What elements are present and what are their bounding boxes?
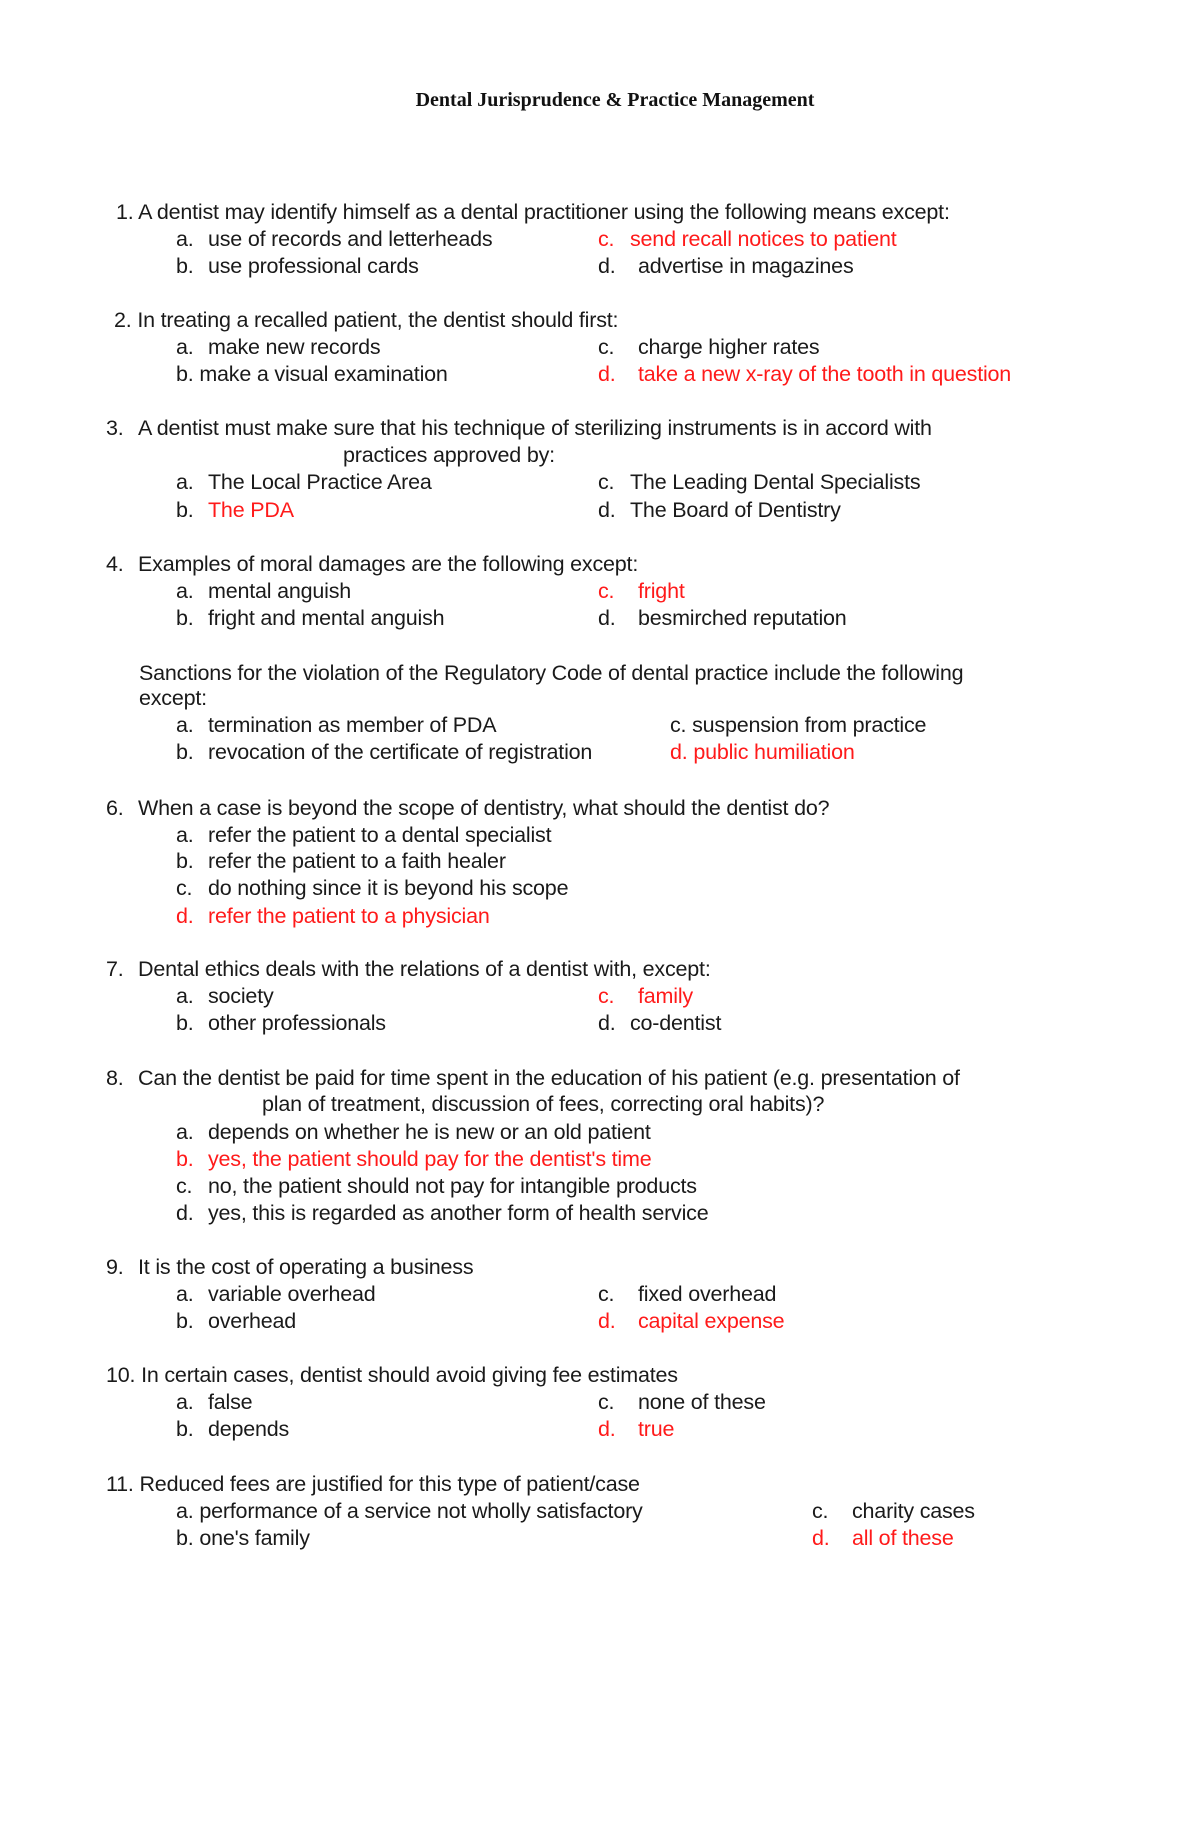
- option-c: [176, 1173, 697, 1199]
- option-text: yes, the patient should pay for the dentist's time: [208, 1147, 652, 1171]
- question-number: 7.: [106, 957, 124, 981]
- option-text: refer the patient to a dental specialist: [208, 823, 552, 847]
- option-d-correct: [812, 1525, 954, 1551]
- option-d-correct: [176, 903, 490, 929]
- option-b: [176, 739, 592, 765]
- option-b: [176, 1010, 386, 1036]
- option-a: [176, 822, 551, 848]
- option-c: [176, 875, 568, 901]
- question-stem-continued: plan of treatment, discussion of fees, correcting oral habits)?: [262, 1092, 825, 1116]
- option-text: capital expense: [638, 1309, 785, 1333]
- option-letter: d.: [598, 254, 616, 278]
- option-letter: b.: [176, 254, 194, 278]
- option-letter: a.: [176, 713, 194, 737]
- option-letter: b.: [176, 1011, 194, 1035]
- option-b: [176, 848, 506, 874]
- question-stem: [106, 1471, 640, 1497]
- option-letter: b.: [176, 362, 194, 386]
- option-a: [176, 1389, 252, 1415]
- question-number: 3.: [106, 416, 124, 440]
- option-text: The Local Practice Area: [208, 470, 432, 494]
- option-letter: d.: [598, 606, 616, 630]
- option-text: advertise in magazines: [638, 254, 854, 278]
- option-text: one's family: [199, 1526, 310, 1550]
- option-text: fright and mental anguish: [208, 606, 445, 630]
- option-text: none of these: [638, 1390, 766, 1414]
- option-letter: a.: [176, 1499, 194, 1523]
- option-letter: c.: [598, 579, 615, 603]
- option-letter: c.: [598, 1390, 615, 1414]
- question-number: 2.: [114, 308, 132, 332]
- option-c-correct: [598, 983, 693, 1009]
- option-a: [176, 226, 492, 252]
- question-number: 4.: [106, 552, 124, 576]
- option-d: [176, 1200, 708, 1226]
- option-text: charity cases: [852, 1499, 975, 1523]
- option-a: [176, 1119, 651, 1145]
- question-text: When a case is beyond the scope of dentistry, what should the dentist do?: [138, 796, 830, 820]
- option-b: [176, 361, 448, 387]
- option-c: [598, 469, 920, 495]
- option-a: [176, 983, 274, 1009]
- question-text: A dentist must make sure that his technique of sterilizing instruments is in accord with: [138, 416, 932, 440]
- option-letter: c.: [598, 227, 615, 251]
- option-text: refer the patient to a physician: [208, 904, 490, 928]
- option-letter: c.: [176, 1174, 193, 1198]
- option-d-correct: [598, 1308, 784, 1334]
- option-letter: b.: [176, 1417, 194, 1441]
- question-number: 10.: [106, 1363, 136, 1387]
- question-text: Can the dentist be paid for time spent in the education of his patient (e.g. presentation of: [138, 1066, 960, 1090]
- option-b-correct: [176, 1146, 651, 1172]
- option-letter: d.: [670, 740, 688, 764]
- option-text: take a new x-ray of the tooth in question: [638, 362, 1012, 386]
- option-text: mental anguish: [208, 579, 352, 603]
- option-text: charge higher rates: [638, 335, 820, 359]
- question-stem: [106, 956, 711, 982]
- option-c: [812, 1498, 975, 1524]
- question-number: 11.: [106, 1472, 134, 1496]
- question-text: A dentist may identify himself as a dental practitioner using the following means except:: [138, 200, 950, 224]
- question-stem: [106, 1254, 473, 1280]
- question-stem: [106, 1362, 678, 1388]
- option-text: refer the patient to a faith healer: [208, 849, 506, 873]
- question-text: It is the cost of operating a business: [138, 1255, 474, 1279]
- option-d-correct: [598, 361, 1011, 387]
- option-letter: d.: [598, 498, 616, 522]
- option-text: depends on whether he is new or an old patient: [208, 1120, 651, 1144]
- option-b-correct: [176, 497, 294, 523]
- option-letter: d.: [812, 1526, 830, 1550]
- option-text: true: [638, 1417, 675, 1441]
- question-stem: [106, 795, 829, 821]
- option-letter: a.: [176, 823, 194, 847]
- option-letter: c.: [598, 335, 615, 359]
- option-text: yes, this is regarded as another form of health service: [208, 1201, 709, 1225]
- option-d: [598, 605, 847, 631]
- option-text: use of records and letterheads: [208, 227, 493, 251]
- document-title: Dental Jurisprudence & Practice Management: [415, 89, 815, 111]
- option-text: family: [638, 984, 693, 1008]
- option-letter: a.: [176, 335, 194, 359]
- question-text: In treating a recalled patient, the dentist should first:: [137, 308, 619, 332]
- question-stem-continued: except:: [139, 686, 207, 710]
- option-letter: c.: [670, 713, 687, 737]
- question-text: Dental ethics deals with the relations of a dentist with, except:: [138, 957, 711, 981]
- option-text: make a visual examination: [199, 362, 448, 386]
- option-letter: d.: [176, 904, 194, 928]
- question-stem: Sanctions for the violation of the Regulatory Code of dental practice include the following: [139, 661, 964, 685]
- option-text: co-dentist: [630, 1011, 722, 1035]
- option-letter: d.: [598, 1417, 616, 1441]
- option-text: public humiliation: [693, 740, 855, 764]
- option-d: [598, 1010, 721, 1036]
- option-text: send recall notices to patient: [630, 227, 897, 251]
- question-stem-continued: practices approved by:: [343, 443, 555, 467]
- option-letter: b.: [176, 1309, 194, 1333]
- question-text: In certain cases, dentist should avoid giving fee estimates: [141, 1363, 678, 1387]
- option-text: The Board of Dentistry: [630, 498, 841, 522]
- option-b: [176, 1416, 289, 1442]
- option-c: [670, 712, 926, 738]
- option-letter: b.: [176, 1147, 194, 1171]
- option-letter: a.: [176, 227, 194, 251]
- option-d: [598, 253, 854, 279]
- question-number: 1.: [116, 200, 134, 224]
- option-letter: b.: [176, 1526, 194, 1550]
- option-letter: a.: [176, 579, 194, 603]
- option-c: [598, 334, 819, 360]
- option-d: [598, 497, 841, 523]
- option-b: [176, 1308, 296, 1334]
- option-letter: b.: [176, 849, 194, 873]
- option-letter: b.: [176, 498, 194, 522]
- option-letter: a.: [176, 984, 194, 1008]
- option-letter: c.: [812, 1499, 829, 1523]
- option-b: [176, 1525, 310, 1551]
- option-d-correct: [670, 739, 855, 765]
- question-stem: [114, 307, 618, 333]
- option-text: society: [208, 984, 274, 1008]
- option-letter: b.: [176, 740, 194, 764]
- question-stem: [106, 415, 932, 441]
- question-text: Examples of moral damages are the following except:: [138, 552, 639, 576]
- option-d-correct: [598, 1416, 674, 1442]
- option-letter: a.: [176, 1282, 194, 1306]
- option-b: [176, 605, 444, 631]
- option-letter: a.: [176, 1390, 194, 1414]
- option-letter: d.: [598, 1309, 616, 1333]
- option-letter: d.: [176, 1201, 194, 1225]
- option-c: [598, 1389, 766, 1415]
- option-text: revocation of the certificate of registration: [208, 740, 593, 764]
- question-text: Reduced fees are justified for this type of patient/case: [139, 1472, 640, 1496]
- option-text: fright: [638, 579, 685, 603]
- option-text: besmirched reputation: [638, 606, 847, 630]
- option-text: performance of a service not wholly satisfactory: [199, 1499, 643, 1523]
- option-text: The Leading Dental Specialists: [630, 470, 921, 494]
- option-c: [598, 1281, 776, 1307]
- option-text: variable overhead: [208, 1282, 376, 1306]
- option-text: make new records: [208, 335, 381, 359]
- option-a: [176, 469, 432, 495]
- option-b: [176, 253, 419, 279]
- question-number: 9.: [106, 1255, 124, 1279]
- option-letter: d.: [598, 1011, 616, 1035]
- option-text: suspension from practice: [692, 713, 927, 737]
- option-a: [176, 334, 380, 360]
- question-stem: [106, 1065, 960, 1091]
- option-letter: c.: [598, 1282, 615, 1306]
- option-text: use professional cards: [208, 254, 419, 278]
- option-letter: c.: [598, 470, 615, 494]
- option-a: [176, 1281, 376, 1307]
- option-text: fixed overhead: [638, 1282, 777, 1306]
- question-number: 8.: [106, 1066, 124, 1090]
- option-c-correct: [598, 578, 685, 604]
- option-text: other professionals: [208, 1011, 386, 1035]
- option-text: termination as member of PDA: [208, 713, 497, 737]
- option-text: false: [208, 1390, 253, 1414]
- question-stem: [116, 199, 950, 225]
- option-letter: a.: [176, 1120, 194, 1144]
- option-a: [176, 1498, 643, 1524]
- option-letter: a.: [176, 470, 194, 494]
- option-text: no, the patient should not pay for intangible products: [208, 1174, 697, 1198]
- option-text: do nothing since it is beyond his scope: [208, 876, 569, 900]
- option-letter: d.: [598, 362, 616, 386]
- question-number: 6.: [106, 796, 124, 820]
- question-stem: [106, 551, 638, 577]
- option-a: [176, 712, 496, 738]
- option-text: all of these: [852, 1526, 954, 1550]
- option-text: overhead: [208, 1309, 297, 1333]
- option-c-correct: [598, 226, 897, 252]
- option-text: The PDA: [208, 498, 294, 522]
- option-letter: c.: [176, 876, 193, 900]
- option-letter: c.: [598, 984, 615, 1008]
- option-letter: b.: [176, 606, 194, 630]
- option-text: depends: [208, 1417, 290, 1441]
- option-a: [176, 578, 351, 604]
